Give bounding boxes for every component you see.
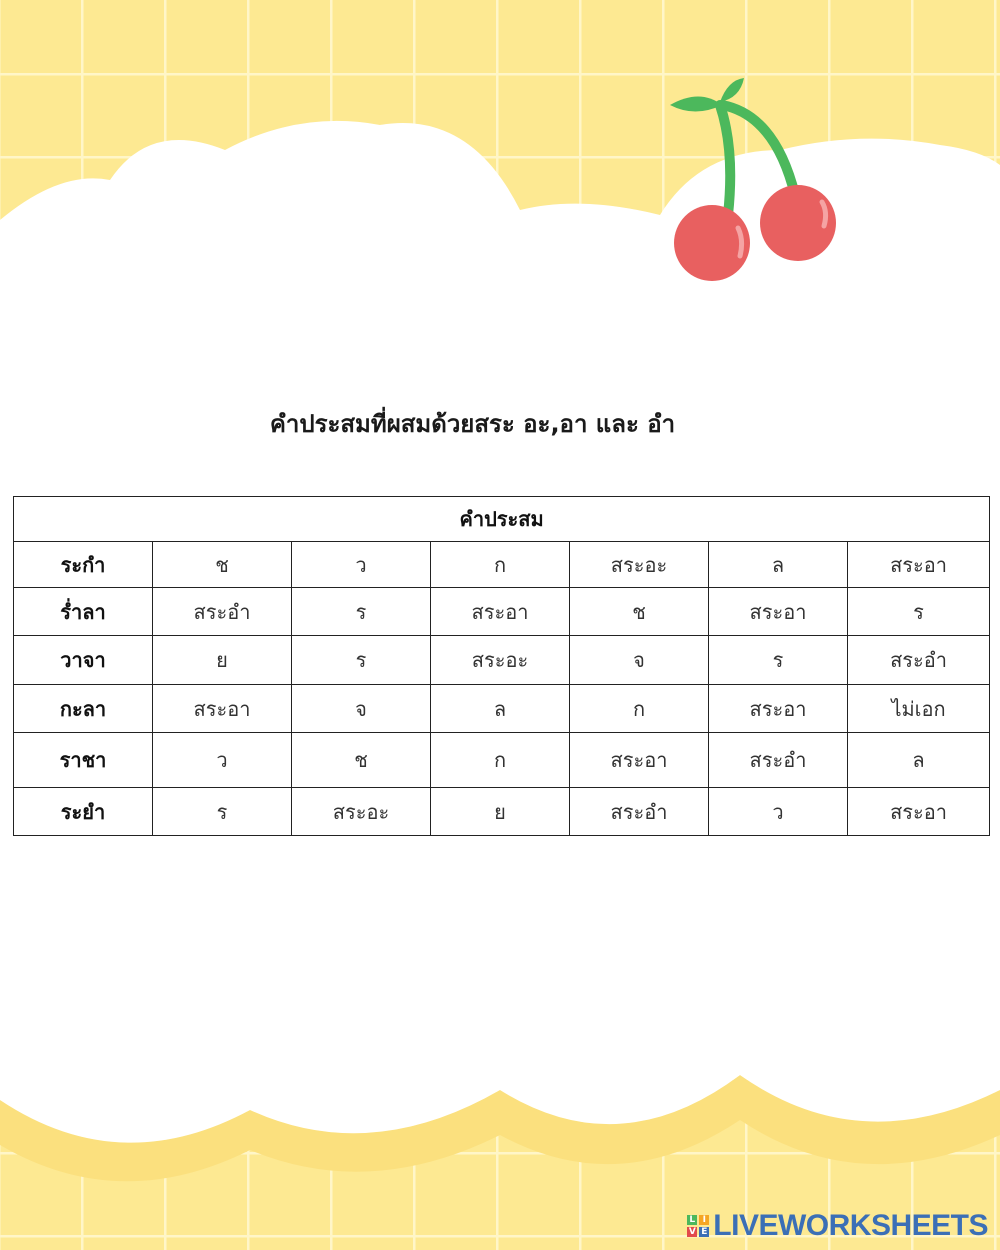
- table-row: [14, 733, 990, 788]
- page-title: คำประสมที่ผสมด้วยสระ อะ,อา และ อำ: [269, 410, 676, 438]
- table-row: [14, 685, 990, 733]
- answer-option-cell[interactable]: ย: [153, 636, 292, 685]
- answer-option-cell[interactable]: จ: [292, 685, 431, 733]
- cherry-icon: [660, 70, 850, 290]
- answer-option-cell[interactable]: ย: [431, 788, 570, 836]
- answer-option-cell[interactable]: ว: [709, 788, 848, 836]
- answer-option-cell[interactable]: สระอา: [848, 788, 990, 836]
- table-row: [14, 588, 990, 636]
- table-header: คำประสม: [14, 497, 990, 542]
- answer-option-cell[interactable]: สระอา: [153, 685, 292, 733]
- answer-option-cell[interactable]: สระอะ: [292, 788, 431, 836]
- compound-word-cell: ระกำ: [14, 542, 153, 588]
- answer-option-cell[interactable]: ล: [431, 685, 570, 733]
- logo-text: LIVEWORKSHEETS: [713, 1209, 988, 1242]
- answer-option-cell[interactable]: ไม่เอก: [848, 685, 990, 733]
- answer-option-cell[interactable]: ก: [431, 542, 570, 588]
- answer-option-cell[interactable]: สระอำ: [709, 733, 848, 788]
- answer-option-cell[interactable]: ล: [848, 733, 990, 788]
- table-row: [14, 542, 990, 588]
- answer-option-cell[interactable]: สระอา: [431, 588, 570, 636]
- answer-option-cell[interactable]: ล: [709, 542, 848, 588]
- answer-option-cell[interactable]: ว: [292, 542, 431, 588]
- table-row: [14, 788, 990, 836]
- answer-option-cell[interactable]: สระอำ: [570, 788, 709, 836]
- answer-option-cell[interactable]: ร: [153, 788, 292, 836]
- answer-option-cell[interactable]: ก: [431, 733, 570, 788]
- answer-option-cell[interactable]: ช: [292, 733, 431, 788]
- compound-word-table: [13, 496, 990, 836]
- answer-option-cell[interactable]: ร: [709, 636, 848, 685]
- answer-option-cell[interactable]: จ: [570, 636, 709, 685]
- compound-word-cell: ราชา: [14, 733, 153, 788]
- answer-option-cell[interactable]: สระอะ: [431, 636, 570, 685]
- logo-badge-icon: L I V E: [688, 1215, 708, 1237]
- answer-option-cell[interactable]: สระอา: [709, 588, 848, 636]
- answer-option-cell[interactable]: ร: [848, 588, 990, 636]
- compound-word-cell: วาจา: [14, 636, 153, 685]
- answer-option-cell[interactable]: สระอำ: [848, 636, 990, 685]
- table-row: [14, 636, 990, 685]
- compound-word-cell: ร่ำลา: [14, 588, 153, 636]
- answer-option-cell[interactable]: สระอำ: [153, 588, 292, 636]
- compound-word-cell: กะลา: [14, 685, 153, 733]
- answer-option-cell[interactable]: สระอา: [709, 685, 848, 733]
- compound-word-cell: ระยำ: [14, 788, 153, 836]
- answer-option-cell[interactable]: ช: [153, 542, 292, 588]
- answer-option-cell[interactable]: ร: [292, 588, 431, 636]
- liveworksheets-logo: [687, 1208, 988, 1244]
- answer-option-cell[interactable]: สระอา: [570, 733, 709, 788]
- answer-option-cell[interactable]: สระอะ: [570, 542, 709, 588]
- answer-option-cell[interactable]: ว: [153, 733, 292, 788]
- answer-option-cell[interactable]: สระอา: [848, 542, 990, 588]
- answer-option-cell[interactable]: ช: [570, 588, 709, 636]
- answer-option-cell[interactable]: ร: [292, 636, 431, 685]
- answer-option-cell[interactable]: ก: [570, 685, 709, 733]
